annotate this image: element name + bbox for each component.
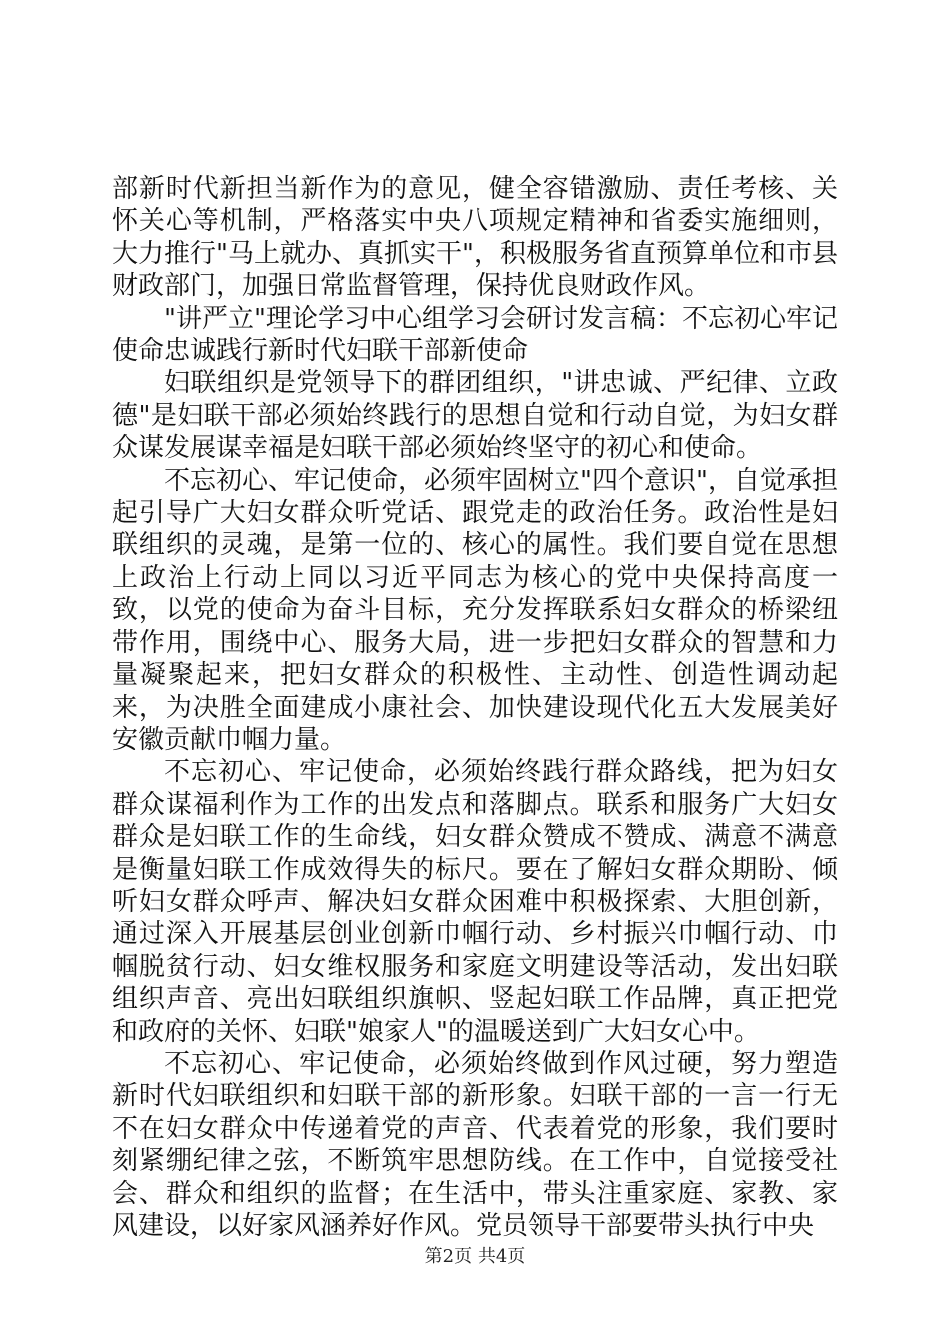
- paragraph-intro: 妇联组织是党领导下的群团组织，"讲忠诚、严纪律、立政德"是妇联干部必须始终践行的思想自觉和行动自觉，为妇女群众谋发展谋幸福是妇联干部必须始终坚守的初心和使命。: [112, 368, 838, 464]
- paragraph-continuation: 部新时代新担当新作为的意见，健全容错激励、责任考核、关怀关心等机制，严格落实中央八项规定精神和省委实施细则，大力推行"马上就办、真抓实干"，积极服务省直预算单位和市县财政部门，加强日常监督管理，保持优良财政作风。: [112, 174, 838, 302]
- section-title: "讲严立"理论学习中心组学习会研讨发言稿：不忘初心牢记使命忠诚践行新时代妇联干部新使命: [112, 303, 838, 367]
- document-body: [112, 173, 838, 1242]
- paragraph-four-consciousness: 不忘初心、牢记使命，必须牢固树立"四个意识"，自觉承担起引导广大妇女群众听党话、跟党走的政治任务。政治性是妇联组织的灵魂，是第一位的、核心的属性。我们要自觉在思想上政治上行动上同以习近平同志为核心的党中央保持高度一致，以党的使命为奋斗目标，充分发挥联系妇女群众的桥梁纽带作用，围绕中心、服务大局，进一步把妇女群众的智慧和力量凝聚起来，把妇女群众的积极性、主动性、创造性调动起来，为决胜全面建成小康社会、加快建设现代化五大发展美好安徽贡献巾帼力量。: [112, 465, 838, 755]
- page-footer: 第2页 共4页: [424, 1246, 526, 1267]
- paragraph-mass-line: 不忘初心、牢记使命，必须始终践行群众路线，把为妇女群众谋福利作为工作的出发点和落脚点。联系和服务广大妇女群众是妇联工作的生命线，妇女群众赞成不赞成、满意不满意是衡量妇联工作成效得失的标尺。要在了解妇女群众期盼、倾听妇女群众呼声、解决妇女群众困难中积极探索、大胆创新，通过深入开展基层创业创新巾帼行动、乡村振兴巾帼行动、巾帼脱贫行动、妇女维权服务和家庭文明建设等活动，发出妇联组织声音、亮出妇联组织旗帜、竖起妇联工作品牌，真正把党和政府的关怀、妇联"娘家人"的温暖送到广大妇女心中。: [112, 757, 838, 1047]
- paragraph-style: 不忘初心、牢记使命，必须始终做到作风过硬，努力塑造新时代妇联组织和妇联干部的新形象。妇联干部的一言一行无不在妇女群众中传递着党的声音、代表着党的形象，我们要时刻紧绷纪律之弦，不断筑牢思想防线。在工作中，自觉接受社会、群众和组织的监督；在生活中，带头注重家庭、家教、家风建设，以好家风涵养好作风。党员领导干部要带头执行中央: [112, 1048, 838, 1241]
